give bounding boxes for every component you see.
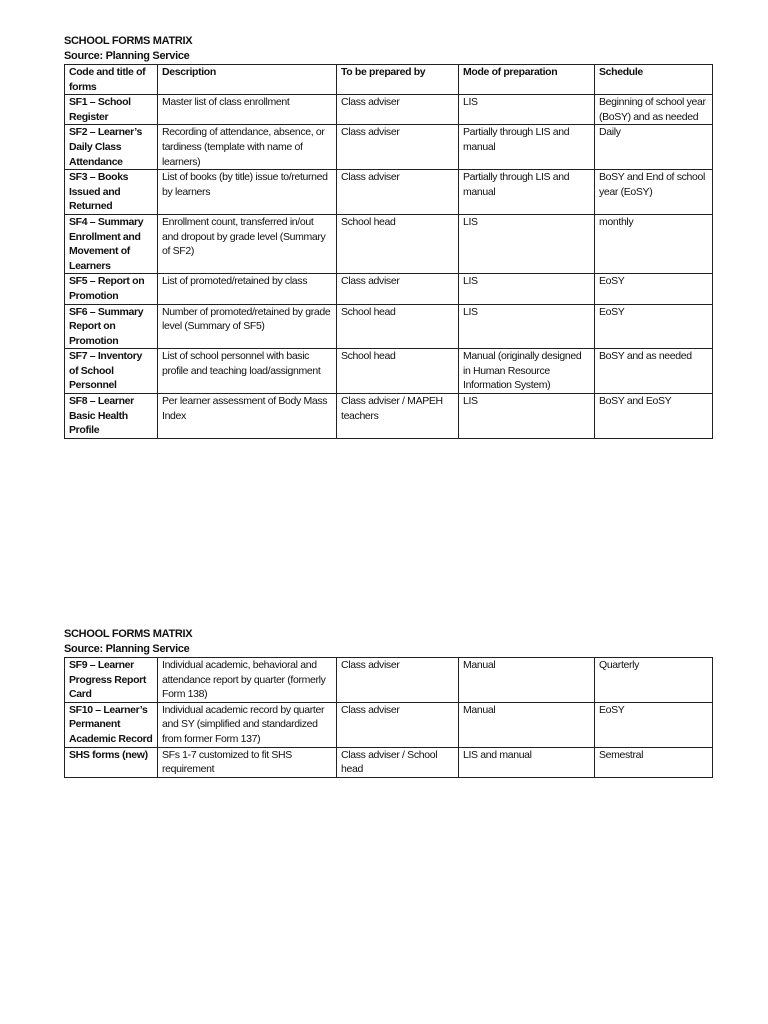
- cell-description: List of books (by title) issue to/returned by learners: [158, 170, 337, 215]
- cell-mode: Manual: [459, 658, 595, 703]
- header-prepared-by: To be prepared by: [337, 65, 459, 95]
- cell-code: SF9 – Learner Progress Report Card: [65, 658, 158, 703]
- table-row: [65, 274, 713, 304]
- cell-schedule: BoSY and as needed: [595, 349, 713, 394]
- table-row: [65, 125, 713, 170]
- cell-code: SF10 – Learner’s Permanent Academic Record: [65, 702, 158, 747]
- section-title: SCHOOL FORMS MATRIX: [64, 35, 193, 47]
- table-row: [65, 658, 713, 703]
- forms-matrix-table-1: [64, 64, 713, 439]
- cell-schedule: EoSY: [595, 274, 713, 304]
- cell-schedule: Beginning of school year (BoSY) and as needed: [595, 95, 713, 125]
- cell-mode: LIS: [459, 304, 595, 349]
- cell-schedule: BoSY and End of school year (EoSY): [595, 170, 713, 215]
- cell-mode: LIS: [459, 274, 595, 304]
- cell-prepared-by: Class adviser: [337, 170, 459, 215]
- cell-prepared-by: School head: [337, 304, 459, 349]
- table-row: [65, 170, 713, 215]
- table-row: [65, 394, 713, 439]
- forms-matrix-section-1: [64, 34, 712, 439]
- table-row: [65, 95, 713, 125]
- cell-schedule: Semestral: [595, 747, 713, 777]
- cell-mode: Manual: [459, 702, 595, 747]
- cell-code: SF3 – Books Issued and Returned: [65, 170, 158, 215]
- header-code: Code and title of forms: [65, 65, 158, 95]
- cell-schedule: EoSY: [595, 702, 713, 747]
- cell-code: SF4 – Summary Enrollment and Movement of Learners: [65, 214, 158, 273]
- cell-code: SF5 – Report on Promotion: [65, 274, 158, 304]
- cell-code: SF2 – Learner’s Daily Class Attendance: [65, 125, 158, 170]
- cell-code: SF6 – Summary Report on Promotion: [65, 304, 158, 349]
- forms-matrix-table-2: [64, 657, 713, 778]
- cell-description: Number of promoted/retained by grade level (Summary of SF5): [158, 304, 337, 349]
- cell-schedule: BoSY and EoSY: [595, 394, 713, 439]
- cell-schedule: EoSY: [595, 304, 713, 349]
- cell-description: Master list of class enrollment: [158, 95, 337, 125]
- cell-mode: Manual (originally designed in Human Resource Information System): [459, 349, 595, 394]
- cell-description: Enrollment count, transferred in/out and dropout by grade level (Summary of SF2): [158, 214, 337, 273]
- cell-description: List of promoted/retained by class: [158, 274, 337, 304]
- cell-prepared-by: Class adviser / School head: [337, 747, 459, 777]
- section-source: Source: Planning Service: [64, 643, 190, 655]
- cell-code: SF8 – Learner Basic Health Profile: [65, 394, 158, 439]
- cell-mode: Partially through LIS and manual: [459, 125, 595, 170]
- cell-mode: LIS and manual: [459, 747, 595, 777]
- cell-schedule: monthly: [595, 214, 713, 273]
- table-row: [65, 349, 713, 394]
- cell-description: Individual academic record by quarter and SY (simplified and standardized from former Form 137): [158, 702, 337, 747]
- cell-mode: Partially through LIS and manual: [459, 170, 595, 215]
- cell-schedule: Daily: [595, 125, 713, 170]
- cell-prepared-by: Class adviser / MAPEH teachers: [337, 394, 459, 439]
- cell-prepared-by: Class adviser: [337, 702, 459, 747]
- table-row: [65, 747, 713, 777]
- cell-mode: LIS: [459, 95, 595, 125]
- cell-description: List of school personnel with basic profile and teaching load/assignment: [158, 349, 337, 394]
- cell-mode: LIS: [459, 214, 595, 273]
- cell-description: Recording of attendance, absence, or tardiness (template with name of learners): [158, 125, 337, 170]
- header-schedule: Schedule: [595, 65, 713, 95]
- cell-description: Individual academic, behavioral and attendance report by quarter (formerly Form 138): [158, 658, 337, 703]
- cell-description: Per learner assessment of Body Mass Index: [158, 394, 337, 439]
- cell-schedule: Quarterly: [595, 658, 713, 703]
- cell-prepared-by: Class adviser: [337, 274, 459, 304]
- table-header-row: [65, 65, 713, 95]
- table-row: [65, 214, 713, 273]
- cell-code: SHS forms (new): [65, 747, 158, 777]
- cell-prepared-by: Class adviser: [337, 658, 459, 703]
- section-source: Source: Planning Service: [64, 50, 190, 62]
- cell-prepared-by: Class adviser: [337, 125, 459, 170]
- cell-mode: LIS: [459, 394, 595, 439]
- table-row: [65, 304, 713, 349]
- cell-prepared-by: School head: [337, 349, 459, 394]
- forms-matrix-section-2: [64, 627, 712, 778]
- cell-prepared-by: School head: [337, 214, 459, 273]
- cell-prepared-by: Class adviser: [337, 95, 459, 125]
- header-mode: Mode of preparation: [459, 65, 595, 95]
- cell-code: SF1 – School Register: [65, 95, 158, 125]
- header-description: Description: [158, 65, 337, 95]
- table-row: [65, 702, 713, 747]
- section-title: SCHOOL FORMS MATRIX: [64, 628, 193, 640]
- cell-description: SFs 1-7 customized to fit SHS requirement: [158, 747, 337, 777]
- cell-code: SF7 – Inventory of School Personnel: [65, 349, 158, 394]
